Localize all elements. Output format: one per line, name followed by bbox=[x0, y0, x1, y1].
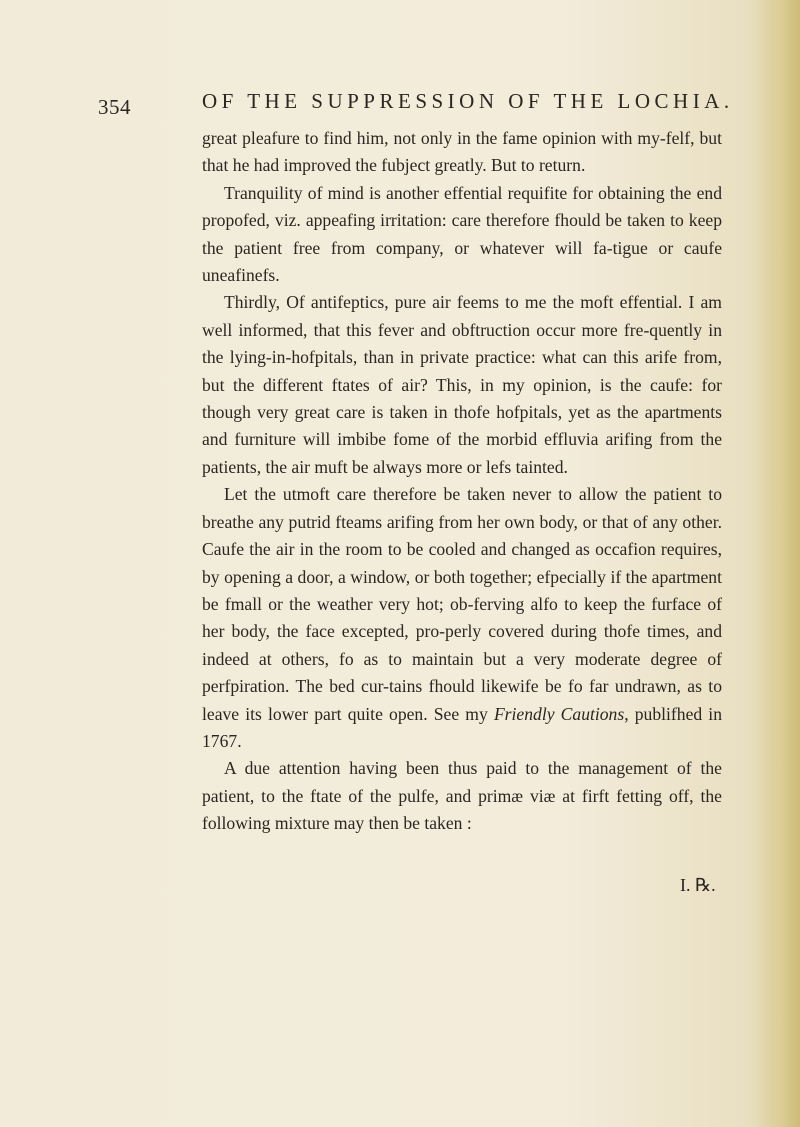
body-text bbox=[202, 125, 722, 838]
catchword: I. ℞. bbox=[680, 875, 716, 895]
paragraph-1: great pleafure to find him, not only in the fame opinion with my-felf, but that he had improved the fubject greatly. But to return. bbox=[202, 128, 722, 176]
cited-title: Friendly Cautions bbox=[493, 703, 625, 724]
paragraph-2: Tranquility of mind is another effential requifite for obtaining the end propofed, viz. appeafing irritation: care therefore fhould be taken to keep the patient free from company, or whatever will fa-tigue or caufe uneafinefs. bbox=[202, 182, 722, 286]
paragraph-4 bbox=[202, 481, 722, 755]
see-suffix: , publifhed in 1767. bbox=[202, 703, 722, 751]
page-number: 354 bbox=[98, 95, 131, 119]
running-head: OF THE SUPPRESSION OF THE LOCHIA. bbox=[202, 89, 734, 113]
paragraph-3: Thirdly, Of antifeptics, pure air feems to me the moft effential. I am well informed, that this fever and obftruction occur more fre-quently in the lying-in-hofpitals, than in private practice: what can this arife from, but the different ftates of air? This, in my opinion, is the caufe: for though very great care is taken in thofe hofpitals, yet as the apartments and furniture will imbibe fome of the morbid effluvia arifing from the patients, the air muft be always more or lefs tainted. bbox=[202, 292, 722, 477]
paragraph-4-text: Let the utmoft care therefore be taken never to allow the patient to breathe any putrid fteams arifing from her own body, or that of any other. Caufe the air in the room to be cooled and changed as occafion requires, by opening a door, a window, or both together; efpecially if the apartment be fmall or the weather very hot; ob-ferving alfo to keep the furface of her body, the face excepted, pro-perly covered during thofe times, and indeed at others, fo as to maintain but a very moderate degree of perfpiration. The bed cur-tains fhould likewife be fo far undrawn, as to leave its lower part quite open. bbox=[202, 484, 722, 724]
page-edge-shading bbox=[755, 0, 800, 1127]
see-prefix: See my bbox=[427, 703, 494, 724]
paragraph-5: A due attention having been thus paid to the management of the patient, to the ftate of the pulfe, and primæ viæ at firft fetting off, the following mixture may then be taken : bbox=[202, 758, 722, 834]
